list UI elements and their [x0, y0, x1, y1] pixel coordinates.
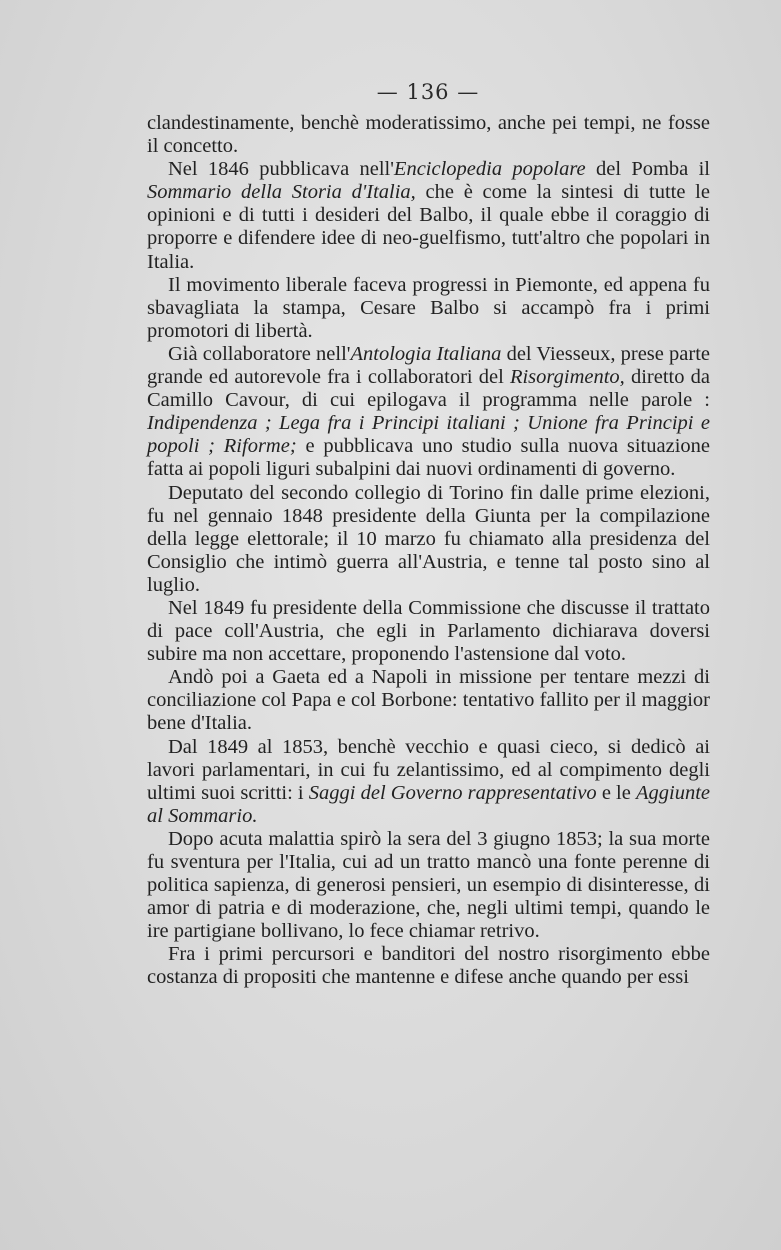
paragraph: [147, 343, 710, 482]
paragraph: [147, 828, 710, 943]
italic-title-text: Indipendenza ; Lega fra i Principi italiani ; Unione fra Principi e popoli ; Riforme;: [147, 412, 710, 458]
paragraph-text: del Pomba il: [585, 158, 710, 181]
paragraph-text: e le: [596, 781, 636, 804]
paragraph: [147, 943, 710, 989]
paragraph-text: Fra i primi percursori e banditori del nostro risorgimento ebbe costanza di propositi che mantenne e difese anche quando per essi: [147, 943, 710, 989]
paragraph-text: Il movimento liberale faceva progressi in Piemonte, ed appena fu sbavagliata la stampa, Cesare Balbo si accampò fra i primi promotori di libertà.: [147, 273, 710, 342]
page-number: — 136 —: [376, 80, 480, 104]
paragraph-text: Dopo acuta malattia spirò la sera del 3 giugno 1853; la sua morte fu sventura per l'Italia, cui ad un tratto mancò una fonte perenne di politica sapienza, di generosi pensieri, un esempio di disinteresse, di amor di patria e di moderazione, che, negli ultimi tempi, quando le ire partigiane bollivano, lo fece chiamar retrivo.: [147, 827, 710, 943]
paragraph: [147, 597, 710, 666]
italic-title-text: Sommario della Storia d'Italia,: [147, 181, 416, 204]
paragraph-text: Già collaboratore nell': [168, 342, 351, 365]
italic-title-text: Saggi del Governo rappresentativo: [308, 781, 597, 804]
paragraph-text: diretto da Camillo Cavour, di cui epilogava il programma nelle parole :: [147, 366, 710, 412]
paragraph: [147, 736, 710, 828]
paragraph-text: del Viesseux, prese parte grande ed autorevole fra i collaboratori del: [147, 342, 710, 389]
paragraph-text: Nel 1846 pubblicava nell': [168, 158, 394, 181]
paragraph: [147, 666, 710, 735]
paragraph-text: Nel 1849 fu presidente della Commissione che discusse il trattato di pace coll'Austria, che egli in Parlamento dichiarava doversi subire ma non accettare, proponendo l'astensione dal voto.: [147, 596, 710, 666]
italic-title-text: Risorgimento,: [509, 366, 625, 389]
paragraph-text: Deputato del secondo collegio di Torino fin dalle prime elezioni, fu nel gennaio 1848 presidente della Giunta per la compilazione della legge elettorale; il 10 marzo fu chiamato alla presidenza del Consiglio che intimò guerra all'Austria, e tenne tal posto sino al luglio.: [147, 481, 710, 596]
paragraph: [147, 158, 710, 273]
paragraph-text: clandestinamente, benchè moderatissimo, anche pei tempi, ne fosse il concetto.: [147, 112, 710, 158]
paragraph: [147, 482, 710, 597]
paragraph-text: Dal 1849 al 1853, benchè vecchio e quasi cieco, si dedicò ai lavori parlamentari, in cui fu zelantissimo, ed al compimento degli ultimi suoi scritti: i: [147, 735, 710, 804]
paragraph-text: che è come la sintesi di tutte le opinioni e di tutti i desideri del Balbo, il quale ebbe il coraggio di proporre e difendere idee di neo-guelfismo, tutt'altro che popolari in Italia.: [147, 181, 710, 273]
paragraph-text: e pubblicava uno studio sulla nuova situazione fatta ai popoli liguri subalpini dai nuovi ordinamenti di governo.: [147, 435, 710, 481]
paragraph-text: Andò poi a Gaeta ed a Napoli in missione per tentare mezzi di conciliazione col Papa e col Borbone: tentativo fallito per il maggior bene d'Italia.: [147, 666, 710, 735]
paragraph: [147, 112, 710, 158]
italic-title-text: Aggiunte al Sommario.: [147, 781, 710, 827]
italic-title-text: Antologia Italiana: [350, 342, 502, 365]
body-text: [147, 112, 710, 990]
paragraph: [147, 274, 710, 343]
italic-title-text: Enciclopedia popolare: [393, 158, 586, 181]
